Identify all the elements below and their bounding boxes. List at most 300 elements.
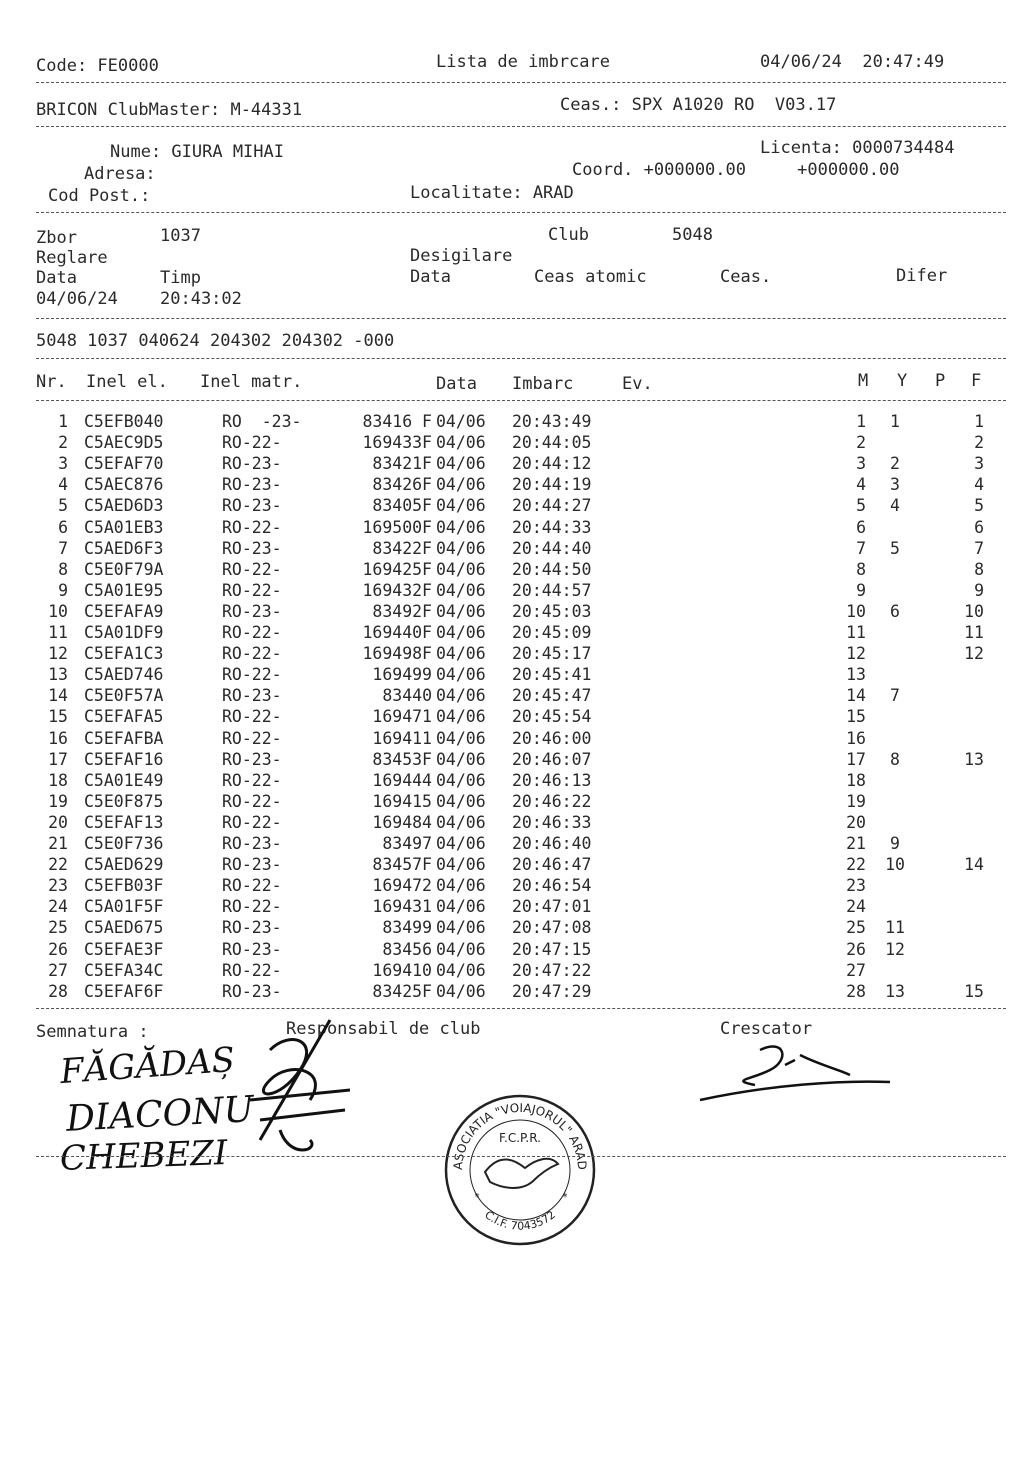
row-date: 04/06: [436, 496, 486, 516]
col-f: 3: [974, 454, 984, 474]
electronic-ring: C5AED746: [84, 665, 164, 685]
date-column-label: Data: [36, 268, 77, 288]
row-date: 04/06: [436, 665, 486, 685]
col-y: 4: [890, 496, 900, 516]
row-date: 04/06: [436, 981, 486, 1001]
postal-code-label: Cod Post.:: [48, 186, 151, 206]
row-number: 20: [48, 812, 68, 832]
document-title: Lista de imbrcare: [436, 52, 610, 72]
table-row: [0, 623, 1024, 644]
table-row: [0, 771, 1024, 792]
col-f: 11: [964, 623, 984, 642]
row-date: 04/06: [436, 834, 486, 853]
col-f: 2: [974, 433, 984, 453]
basketing-time: 20:47:15: [512, 939, 592, 959]
row-number: 6: [58, 517, 68, 537]
column-header-inel-matr: Inel matr.: [200, 372, 303, 392]
basketing-time: 20:46:13: [512, 770, 592, 790]
col-m: 14: [846, 686, 866, 706]
col-m: 23: [846, 876, 866, 896]
unsealing-date-label: Data: [410, 267, 451, 287]
column-header-f: F: [971, 371, 982, 391]
ring-number: 169432F: [362, 580, 432, 600]
row-date: 04/06: [436, 580, 486, 600]
electronic-ring: C5E0F875: [84, 791, 164, 811]
basketing-time: 20:43:49: [512, 412, 592, 431]
ring-prefix: RO-23-: [222, 475, 282, 495]
table-row: [0, 918, 1024, 939]
handwritten-name-2: DIACONU: [65, 1089, 255, 1140]
col-f: 10: [964, 601, 984, 621]
col-m: 5: [856, 496, 866, 516]
row-number: 18: [48, 770, 68, 790]
club-label: Club: [548, 225, 589, 245]
table-row: [0, 961, 1024, 982]
ring-number: 169411: [372, 728, 432, 748]
table-row: [0, 539, 1024, 560]
basketing-time: 20:44:50: [512, 559, 592, 579]
column-header-data: Data: [436, 374, 477, 394]
row-date: 04/06: [436, 728, 486, 748]
flight-code-line: 5048 1037 040624 204302 204302 -000: [36, 331, 395, 351]
row-date: 04/06: [436, 412, 486, 431]
divider: [36, 1008, 1006, 1009]
col-f: 8: [974, 559, 984, 579]
electronic-ring: C5AED6F3: [84, 538, 164, 558]
ring-prefix: RO-22-: [222, 644, 282, 664]
col-y: 13: [885, 981, 905, 1001]
unsealing-label: Desigilare: [410, 246, 513, 266]
electronic-ring: C5E0F79A: [84, 559, 164, 579]
ring-number: 169410: [372, 960, 432, 980]
handwritten-name-1: FĂGĂDAȘ: [58, 1039, 237, 1093]
table-row: [0, 855, 1024, 876]
col-y: 6: [890, 601, 900, 621]
ring-prefix: RO-23-: [222, 686, 282, 706]
col-m: 10: [846, 601, 866, 621]
basketing-time: 20:47:29: [512, 981, 592, 1001]
row-date: 04/06: [436, 601, 486, 621]
electronic-ring: C5A01E49: [84, 770, 164, 790]
setting-label: Reglare: [36, 248, 108, 268]
row-number: 14: [48, 686, 68, 706]
table-row: [0, 454, 1024, 475]
col-m: 19: [846, 791, 866, 811]
col-m: 8: [856, 559, 866, 579]
signature-label: Semnatura :: [36, 1022, 149, 1042]
basketing-time: 20:46:47: [512, 855, 592, 875]
col-y: 5: [890, 538, 900, 558]
ring-prefix: RO-22-: [222, 812, 282, 832]
svg-text:*: *: [562, 1192, 569, 1203]
ring-prefix: RO-22-: [222, 580, 282, 600]
col-m: 11: [846, 623, 866, 642]
table-row: [0, 897, 1024, 918]
col-f: 1: [974, 412, 984, 431]
row-number: 26: [48, 939, 68, 959]
ring-number: 169415: [372, 791, 432, 811]
col-f: 7: [974, 538, 984, 558]
electronic-ring: C5A01E95: [84, 580, 164, 600]
row-number: 10: [48, 601, 68, 621]
ring-number: 169484: [372, 812, 432, 832]
col-m: 26: [846, 939, 866, 959]
electronic-ring: C5A01EB3: [84, 517, 164, 537]
ring-prefix: RO-23-: [222, 749, 282, 769]
stamp-top-text: ASOCIATIA "VOIAJORUL" ARAD: [450, 1100, 590, 1171]
ring-prefix: RO-23-: [222, 496, 282, 516]
col-f: 12: [964, 644, 984, 664]
owner-name: Nume: GIURA MIHAI: [110, 142, 284, 162]
col-m: 25: [846, 918, 866, 938]
electronic-ring: C5EFA1C3: [84, 644, 164, 664]
ring-prefix: RO-22-: [222, 623, 282, 642]
row-date: 04/06: [436, 433, 486, 453]
col-m: 2: [856, 433, 866, 453]
basketing-time: 20:47:08: [512, 918, 592, 938]
table-row: [0, 602, 1024, 623]
row-date: 04/06: [436, 686, 486, 706]
row-number: 4: [58, 475, 68, 495]
col-y: 7: [890, 686, 900, 706]
row-date: 04/06: [436, 960, 486, 980]
ring-prefix: RO-23-: [222, 855, 282, 875]
table-row: [0, 813, 1024, 834]
basketing-time: 20:45:41: [512, 665, 592, 685]
column-header-nr: Nr.: [36, 372, 67, 392]
ring-number: 169440F: [362, 623, 432, 642]
basketing-time: 20:46:33: [512, 812, 592, 832]
electronic-ring: C5EFAF16: [84, 749, 164, 769]
ring-prefix: RO-23-: [222, 601, 282, 621]
ring-prefix: RO-22-: [222, 897, 282, 917]
basketing-time: 20:46:00: [512, 728, 592, 748]
svg-text:C.I.F. 7043572: [482, 1208, 558, 1233]
table-row: [0, 433, 1024, 454]
basketing-time: 20:47:01: [512, 897, 592, 917]
electronic-ring: C5E0F736: [84, 834, 164, 853]
electronic-ring: C5EFA34C: [84, 960, 164, 980]
row-number: 28: [48, 981, 68, 1001]
locality: Localitate: ARAD: [410, 183, 574, 203]
column-header-inel-el: Inel el.: [86, 372, 168, 392]
row-number: 7: [58, 538, 68, 558]
divider: [36, 358, 1006, 359]
ring-number: 83425F: [372, 981, 432, 1001]
ring-prefix: RO-22-: [222, 770, 282, 790]
ring-prefix: RO-22-: [222, 791, 282, 811]
basketing-time: 20:45:17: [512, 644, 592, 664]
table-row: [0, 644, 1024, 665]
electronic-ring: C5AED675: [84, 918, 164, 938]
ring-number: 83422F: [372, 538, 432, 558]
electronic-ring: C5EFB040: [84, 412, 164, 431]
col-m: 15: [846, 707, 866, 727]
row-number: 5: [58, 496, 68, 516]
clock-label: Ceas.: [720, 267, 772, 287]
ring-prefix: RO-22-: [222, 433, 282, 453]
col-m: 21: [846, 834, 866, 853]
column-header-ev: Ev.: [622, 374, 653, 394]
electronic-ring: C5E0F57A: [84, 686, 164, 706]
divider: [36, 82, 1006, 83]
col-m: 7: [856, 538, 866, 558]
row-date: 04/06: [436, 770, 486, 790]
table-row: [0, 581, 1024, 602]
row-number: 16: [48, 728, 68, 748]
row-number: 15: [48, 707, 68, 727]
row-date: 04/06: [436, 812, 486, 832]
electronic-ring: C5AEC9D5: [84, 433, 164, 453]
col-m: 28: [846, 981, 866, 1001]
col-y: 3: [890, 475, 900, 495]
divider: [36, 1156, 1006, 1157]
col-m: 16: [846, 728, 866, 748]
ring-number: 169444: [372, 770, 432, 790]
col-f: 6: [974, 517, 984, 537]
handwritten-name-3: CHEBEZI: [59, 1133, 228, 1179]
row-date: 04/06: [436, 855, 486, 875]
basketing-time: 20:46:07: [512, 749, 592, 769]
row-date: 04/06: [436, 454, 486, 474]
row-number: 21: [48, 834, 68, 853]
license-number: Licenta: 0000734484: [760, 138, 955, 158]
row-number: 9: [58, 580, 68, 600]
row-number: 25: [48, 918, 68, 938]
col-m: 9: [856, 580, 866, 600]
ring-number: 169500F: [362, 517, 432, 537]
col-f: 5: [974, 496, 984, 516]
col-y: 12: [885, 939, 905, 959]
time-column-label: Timp: [160, 268, 201, 288]
col-m: 1: [856, 412, 866, 431]
row-number: 11: [48, 623, 68, 642]
code-label: Code: FE0000: [36, 56, 159, 76]
ring-number: 83492F: [372, 601, 432, 621]
club-number: 5048: [672, 225, 713, 245]
electronic-ring: C5EFAF13: [84, 812, 164, 832]
row-date: 04/06: [436, 475, 486, 495]
basketing-time: 20:45:09: [512, 623, 592, 642]
col-y: 9: [890, 834, 900, 853]
divider: [36, 126, 1006, 127]
ring-number: 169433F: [362, 433, 432, 453]
col-y: 10: [885, 855, 905, 875]
table-row: [0, 707, 1024, 728]
basketing-time: 20:44:19: [512, 475, 592, 495]
ring-number: 83416 F: [362, 412, 432, 431]
club-responsible-label: Responsabil de club: [286, 1019, 481, 1039]
setting-date: 04/06/24: [36, 289, 118, 309]
table-row: [0, 834, 1024, 855]
ring-prefix: RO -23-: [222, 412, 302, 431]
ring-number: 169499: [372, 665, 432, 685]
ring-number: 83497: [382, 834, 432, 853]
association-stamp: [440, 1090, 600, 1250]
electronic-ring: C5EFAE3F: [84, 939, 164, 959]
setting-time: 20:43:02: [160, 289, 242, 309]
ring-prefix: RO-22-: [222, 876, 282, 896]
table-row: [0, 750, 1024, 771]
row-date: 04/06: [436, 897, 486, 917]
stamp-bottom-text: C.I.F. 7043572: [482, 1208, 558, 1233]
row-number: 8: [58, 559, 68, 579]
col-m: 17: [846, 749, 866, 769]
basketing-time: 20:44:40: [512, 538, 592, 558]
basketing-time: 20:44:05: [512, 433, 592, 453]
basketing-time: 20:44:57: [512, 580, 592, 600]
ring-number: 169471: [372, 707, 432, 727]
row-number: 17: [48, 749, 68, 769]
electronic-ring: C5EFAF70: [84, 454, 164, 474]
col-m: 24: [846, 897, 866, 917]
ring-prefix: RO-22-: [222, 559, 282, 579]
ring-prefix: RO-22-: [222, 728, 282, 748]
row-date: 04/06: [436, 559, 486, 579]
table-row: [0, 665, 1024, 686]
row-date: 04/06: [436, 876, 486, 896]
row-date: 04/06: [436, 918, 486, 938]
ring-number: 83440: [382, 686, 432, 706]
electronic-ring: C5AEC876: [84, 475, 164, 495]
ring-number: 83426F: [372, 475, 432, 495]
flight-label: Zbor: [36, 228, 77, 248]
basketing-time: 20:44:27: [512, 496, 592, 516]
table-row: [0, 729, 1024, 750]
ring-number: 169425F: [362, 559, 432, 579]
table-row: [0, 940, 1024, 961]
ring-number: 169431: [372, 897, 432, 917]
col-m: 18: [846, 770, 866, 790]
row-date: 04/06: [436, 707, 486, 727]
basketing-time: 20:45:47: [512, 686, 592, 706]
difference-label: Difer: [896, 266, 948, 286]
col-f: 13: [964, 749, 984, 769]
column-header-imbarc: Imbarc: [512, 374, 574, 394]
row-number: 23: [48, 876, 68, 896]
row-date: 04/06: [436, 644, 486, 664]
row-number: 22: [48, 855, 68, 875]
responsible-signature: [230, 1010, 360, 1170]
ring-prefix: RO-23-: [222, 454, 282, 474]
col-m: 20: [846, 812, 866, 832]
ring-prefix: RO-22-: [222, 517, 282, 537]
electronic-ring: C5EFAFA5: [84, 707, 164, 727]
ring-number: 83453F: [372, 749, 432, 769]
basketing-time: 20:44:33: [512, 517, 592, 537]
row-number: 13: [48, 665, 68, 685]
basketing-time: 20:44:12: [512, 454, 592, 474]
electronic-ring: C5AED629: [84, 855, 164, 875]
table-row: [0, 560, 1024, 581]
row-date: 04/06: [436, 939, 486, 959]
row-date: 04/06: [436, 791, 486, 811]
table-row: [0, 982, 1024, 1003]
print-datetime: 04/06/24 20:47:49: [760, 52, 945, 72]
electronic-ring: C5A01F5F: [84, 897, 164, 917]
col-y: 8: [890, 749, 900, 769]
table-row: [0, 686, 1024, 707]
breeder-signature: [690, 1030, 900, 1110]
table-row: [0, 876, 1024, 897]
electronic-ring: C5EFAFBA: [84, 728, 164, 748]
electronic-ring: C5A01DF9: [84, 623, 164, 642]
ring-number: 83421F: [372, 454, 432, 474]
table-row: [0, 792, 1024, 813]
col-y: 2: [890, 454, 900, 474]
basketing-time: 20:46:54: [512, 876, 592, 896]
row-number: 2: [58, 433, 68, 453]
row-date: 04/06: [436, 623, 486, 642]
row-number: 27: [48, 960, 68, 980]
row-number: 24: [48, 897, 68, 917]
basketing-time: 20:45:03: [512, 601, 592, 621]
coordinates: Coord. +000000.00 +000000.00: [572, 160, 900, 180]
row-date: 04/06: [436, 538, 486, 558]
col-y: 11: [885, 918, 905, 938]
ring-prefix: RO-23-: [222, 981, 282, 1001]
basketing-time: 20:46:40: [512, 834, 592, 853]
ring-number: 83456: [382, 939, 432, 959]
column-header-y: Y: [897, 371, 908, 391]
basketing-time: 20:45:54: [512, 707, 592, 727]
stamp-center-text: F.C.P.R.: [499, 1131, 541, 1145]
electronic-ring: C5AED6D3: [84, 496, 164, 516]
table-row: [0, 496, 1024, 517]
svg-text:*: *: [474, 1192, 481, 1203]
col-m: 3: [856, 454, 866, 474]
ring-number: 169472: [372, 876, 432, 896]
clock-info: Ceas.: SPX A1020 RO V03.17: [560, 95, 837, 115]
electronic-ring: C5EFAF6F: [84, 981, 164, 1001]
row-number: 1: [58, 412, 68, 431]
ring-prefix: RO-22-: [222, 665, 282, 685]
divider: [36, 400, 1006, 401]
col-m: 27: [846, 960, 866, 980]
col-f: 4: [974, 475, 984, 495]
ring-number: 83457F: [372, 855, 432, 875]
breeder-label: Crescator: [720, 1019, 813, 1039]
ring-number: 169498F: [362, 644, 432, 664]
ring-prefix: RO-22-: [222, 960, 282, 980]
row-number: 3: [58, 454, 68, 474]
ring-prefix: RO-23-: [222, 939, 282, 959]
ring-prefix: RO-23-: [222, 834, 282, 853]
col-y: 1: [890, 412, 900, 431]
address-label: Adresa:: [84, 164, 156, 184]
ring-prefix: RO-23-: [222, 918, 282, 938]
col-m: 13: [846, 665, 866, 685]
col-m: 12: [846, 644, 866, 664]
col-f: 14: [964, 855, 984, 875]
divider: [36, 212, 1006, 213]
col-m: 22: [846, 855, 866, 875]
electronic-ring: C5EFB03F: [84, 876, 164, 896]
ring-prefix: RO-22-: [222, 707, 282, 727]
column-header-p: P: [935, 371, 946, 391]
table-row: [0, 475, 1024, 496]
ring-number: 83499: [382, 918, 432, 938]
basketing-time: 20:47:22: [512, 960, 592, 980]
electronic-ring: C5EFAFA9: [84, 601, 164, 621]
col-f: 15: [964, 981, 984, 1001]
column-header-m: M: [858, 371, 869, 391]
col-m: 6: [856, 517, 866, 537]
divider: [36, 318, 1006, 319]
table-row: [0, 518, 1024, 539]
ring-prefix: RO-23-: [222, 538, 282, 558]
row-date: 04/06: [436, 517, 486, 537]
